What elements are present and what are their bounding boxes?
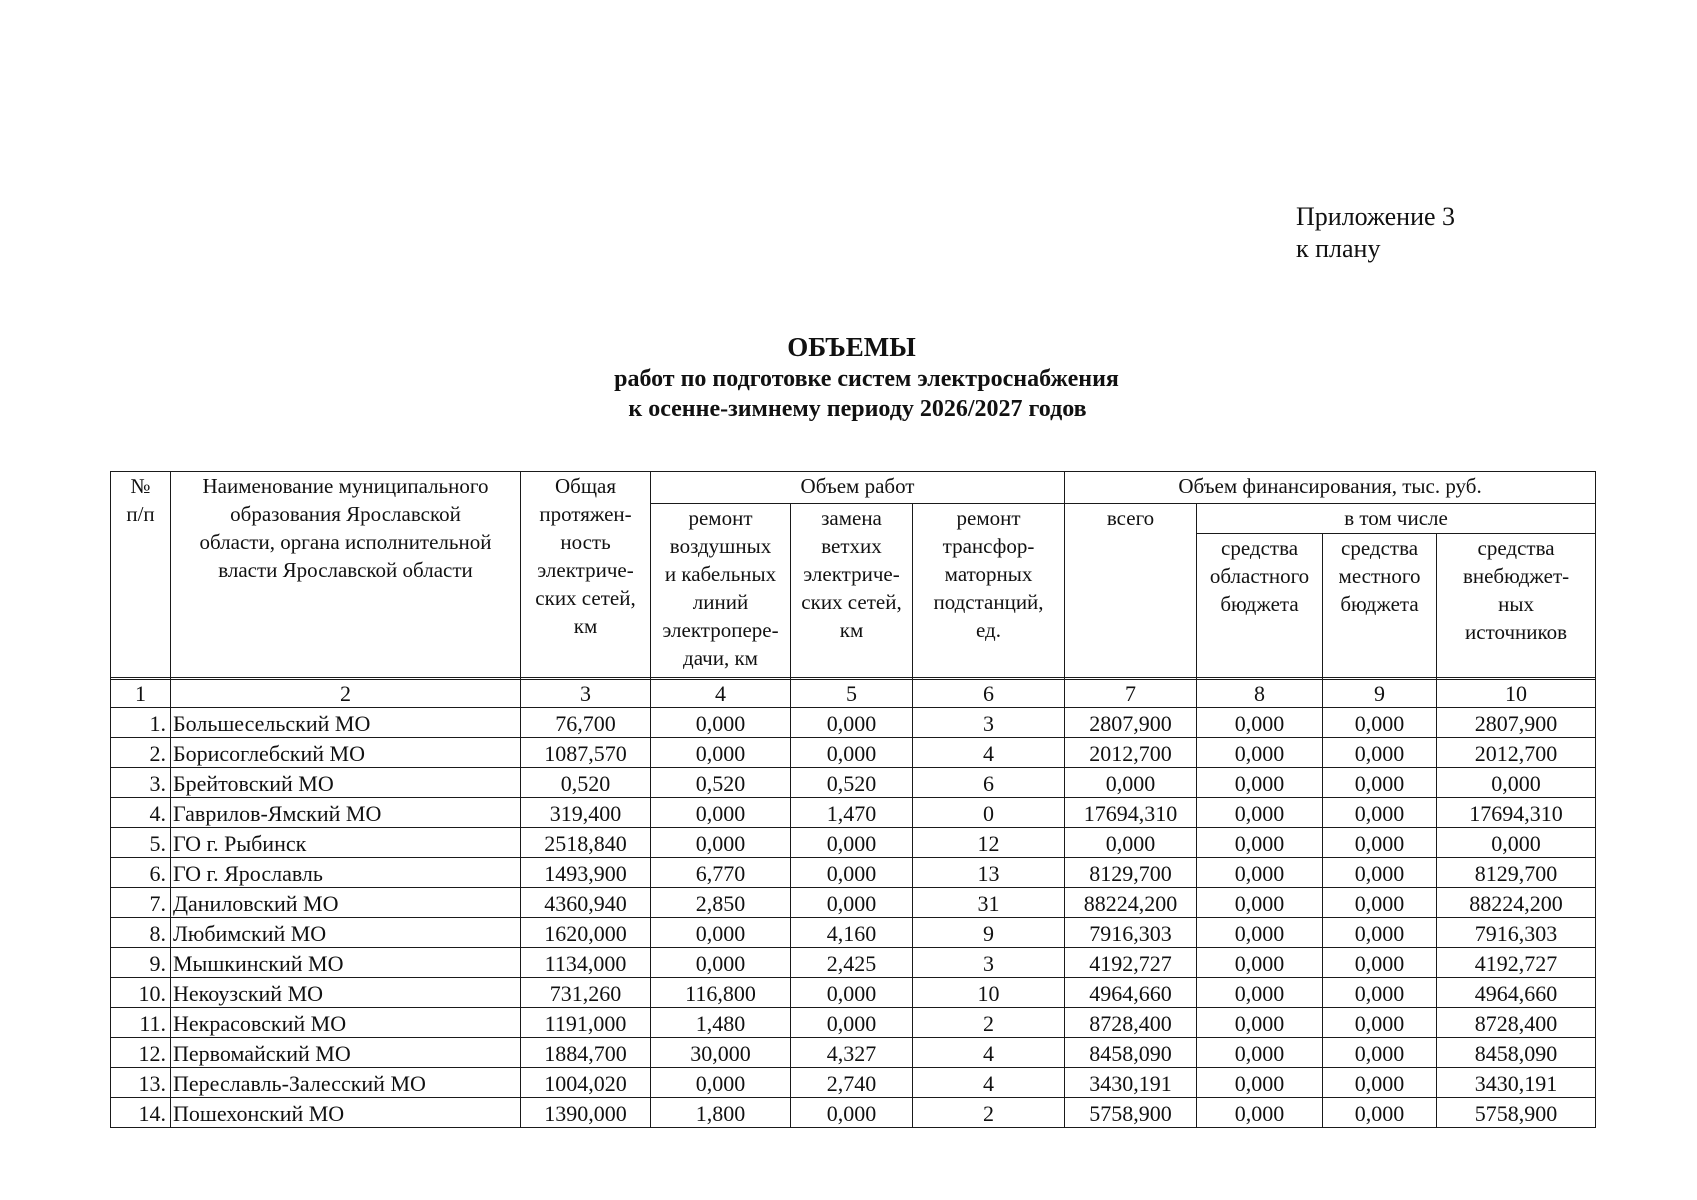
repair-substations-value: 3 <box>913 708 1065 738</box>
finance-total: 3430,191 <box>1065 1068 1197 1098</box>
municipality-name: Любимский МО <box>171 918 521 948</box>
table-row <box>111 888 1596 918</box>
finance-regional: 0,000 <box>1197 798 1323 828</box>
finance-local: 0,000 <box>1323 738 1437 768</box>
table-row <box>111 918 1596 948</box>
municipality-name: Мышкинский МО <box>171 948 521 978</box>
header-text-line: внебюджет- <box>1462 564 1570 588</box>
replace-networks-value: 4,160 <box>791 918 913 948</box>
row-index: 5. <box>111 828 171 858</box>
network-length: 4360,940 <box>521 888 651 918</box>
finance-local: 0,000 <box>1323 768 1437 798</box>
table-row <box>111 1038 1596 1068</box>
replace-networks-value: 0,000 <box>791 1008 913 1038</box>
appendix-line-1: Приложение 3 <box>1296 202 1456 231</box>
header-text-line: воздушных <box>669 534 772 558</box>
header-text-line: электриче- <box>803 562 900 586</box>
finance-extrabudget: 88224,200 <box>1437 888 1596 918</box>
repair-substations-value: 13 <box>913 858 1065 888</box>
finance-regional: 0,000 <box>1197 888 1323 918</box>
table-header <box>110 471 1596 680</box>
finance-total: 4192,727 <box>1065 948 1197 978</box>
finance-extrabudget: 17694,310 <box>1437 798 1596 828</box>
title-main: ОБЪЕМЫ <box>787 332 916 362</box>
repair-substations-value: 3 <box>913 948 1065 978</box>
finance-local: 0,000 <box>1323 888 1437 918</box>
repair-lines-value: 0,000 <box>651 918 791 948</box>
finance-local: 0,000 <box>1323 858 1437 888</box>
network-length: 1884,700 <box>521 1038 651 1068</box>
header-text-line: власти Ярославской области <box>218 558 473 582</box>
finance-local: 0,000 <box>1323 828 1437 858</box>
municipality-name: Даниловский МО <box>171 888 521 918</box>
network-length: 0,520 <box>521 768 651 798</box>
finance-regional: 0,000 <box>1197 828 1323 858</box>
network-length: 1620,000 <box>521 918 651 948</box>
network-length: 731,260 <box>521 978 651 1008</box>
finance-extrabudget: 8728,400 <box>1437 1008 1596 1038</box>
network-length: 2518,840 <box>521 828 651 858</box>
municipality-name: Некрасовский МО <box>171 1008 521 1038</box>
table-row <box>111 1008 1596 1038</box>
replace-networks-value: 0,520 <box>791 768 913 798</box>
finance-total: 8728,400 <box>1065 1008 1197 1038</box>
table-body <box>111 678 1596 1128</box>
header-text-line: бюджета <box>1220 592 1299 616</box>
repair-substations-value: 6 <box>913 768 1065 798</box>
replace-networks-value: 2,740 <box>791 1068 913 1098</box>
table-row <box>111 1098 1596 1128</box>
header-col-number <box>111 472 171 680</box>
replace-networks-value: 4,327 <box>791 1038 913 1068</box>
municipality-name: ГО г. Рыбинск <box>171 828 521 858</box>
finance-extrabudget: 4964,660 <box>1437 978 1596 1008</box>
finance-local: 0,000 <box>1323 1098 1437 1128</box>
repair-substations-value: 2 <box>913 1098 1065 1128</box>
header-text-line: ность <box>560 530 611 554</box>
column-number: 7 <box>1065 678 1197 708</box>
finance-total: 0,000 <box>1065 768 1197 798</box>
finance-regional: 0,000 <box>1197 1098 1323 1128</box>
repair-lines-value: 1,800 <box>651 1098 791 1128</box>
repair-lines-value: 0,000 <box>651 738 791 768</box>
header-text-line: образования Ярославской <box>230 502 461 526</box>
network-length: 1191,000 <box>521 1008 651 1038</box>
finance-total: 5758,900 <box>1065 1098 1197 1128</box>
network-length: 1390,000 <box>521 1098 651 1128</box>
repair-substations-value: 2 <box>913 1008 1065 1038</box>
row-index: 11. <box>111 1008 171 1038</box>
header-text-line: замена <box>821 506 882 530</box>
finance-local: 0,000 <box>1323 1008 1437 1038</box>
header-text-line: ных <box>1498 592 1534 616</box>
finance-local: 0,000 <box>1323 1068 1437 1098</box>
repair-substations-value: 4 <box>913 1068 1065 1098</box>
table-row <box>111 1068 1596 1098</box>
finance-total: 8458,090 <box>1065 1038 1197 1068</box>
replace-networks-value: 0,000 <box>791 888 913 918</box>
repair-lines-value: 1,480 <box>651 1008 791 1038</box>
finance-regional: 0,000 <box>1197 918 1323 948</box>
row-index: 7. <box>111 888 171 918</box>
finance-regional: 0,000 <box>1197 708 1323 738</box>
data-table <box>110 677 1596 1128</box>
row-index: 4. <box>111 798 171 828</box>
header-text-line: км <box>839 618 864 642</box>
header-text-line: дачи, км <box>683 646 758 670</box>
repair-lines-value: 0,000 <box>651 828 791 858</box>
header-group-works: Объем работ <box>651 472 1065 504</box>
repair-lines-value: 0,000 <box>651 1068 791 1098</box>
finance-total: 17694,310 <box>1065 798 1197 828</box>
finance-local: 0,000 <box>1323 948 1437 978</box>
row-index: 9. <box>111 948 171 978</box>
finance-extrabudget: 8129,700 <box>1437 858 1596 888</box>
appendix-line-2: к плану <box>1296 234 1381 263</box>
header-col-local <box>1323 534 1437 680</box>
header-col-regional <box>1197 534 1323 680</box>
header-text-line: ед. <box>976 618 1001 642</box>
column-number: 1 <box>111 678 171 708</box>
header-col-repair-lines <box>651 504 791 680</box>
network-length: 76,700 <box>521 708 651 738</box>
municipality-name: Борисоглебский МО <box>171 738 521 768</box>
header-col-replace <box>791 504 913 680</box>
repair-lines-value: 2,850 <box>651 888 791 918</box>
finance-local: 0,000 <box>1323 1038 1437 1068</box>
repair-lines-value: 0,000 <box>651 948 791 978</box>
repair-lines-value: 30,000 <box>651 1038 791 1068</box>
header-col-repair-substations <box>913 504 1065 680</box>
header-col-total: всего <box>1065 504 1197 680</box>
column-number: 2 <box>171 678 521 708</box>
header-text-line: местного <box>1338 564 1421 588</box>
row-index: 12. <box>111 1038 171 1068</box>
municipality-name: Брейтовский МО <box>171 768 521 798</box>
replace-networks-value: 1,470 <box>791 798 913 828</box>
replace-networks-value: 0,000 <box>791 1098 913 1128</box>
repair-substations-value: 31 <box>913 888 1065 918</box>
finance-regional: 0,000 <box>1197 1068 1323 1098</box>
replace-networks-value: 0,000 <box>791 738 913 768</box>
column-number: 4 <box>651 678 791 708</box>
finance-total: 8129,700 <box>1065 858 1197 888</box>
header-text-line: Общая <box>554 474 616 498</box>
municipality-name: ГО г. Ярославль <box>171 858 521 888</box>
table-row <box>111 828 1596 858</box>
finance-extrabudget: 7916,303 <box>1437 918 1596 948</box>
header-text-line: № <box>130 474 151 498</box>
network-length: 1134,000 <box>521 948 651 978</box>
header-text-line: км <box>573 614 598 638</box>
row-index: 2. <box>111 738 171 768</box>
municipality-name: Первомайский МО <box>171 1038 521 1068</box>
finance-extrabudget: 2807,900 <box>1437 708 1596 738</box>
finance-extrabudget: 5758,900 <box>1437 1098 1596 1128</box>
municipality-name: Большесельский МО <box>171 708 521 738</box>
header-text-line: подстанций, <box>933 590 1044 614</box>
table-row <box>111 798 1596 828</box>
municipality-name: Пошехонский МО <box>171 1098 521 1128</box>
header-text-line: ских сетей, <box>535 586 636 610</box>
document-title <box>0 330 1697 424</box>
row-index: 1. <box>111 708 171 738</box>
header-text-line: ских сетей, <box>801 590 902 614</box>
header-text-line: источников <box>1465 620 1568 644</box>
repair-substations-value: 12 <box>913 828 1065 858</box>
finance-extrabudget: 2012,700 <box>1437 738 1596 768</box>
header-text-line: электропере- <box>662 618 779 642</box>
row-index: 6. <box>111 858 171 888</box>
row-index: 13. <box>111 1068 171 1098</box>
finance-total: 88224,200 <box>1065 888 1197 918</box>
finance-total: 2807,900 <box>1065 708 1197 738</box>
header-text-line: бюджета <box>1340 592 1419 616</box>
repair-lines-value: 6,770 <box>651 858 791 888</box>
column-number: 5 <box>791 678 913 708</box>
header-text-line: средства <box>1477 536 1555 560</box>
finance-total: 0,000 <box>1065 828 1197 858</box>
header-group-including: в том числе <box>1197 504 1596 534</box>
header-col-length <box>521 472 651 680</box>
replace-networks-value: 0,000 <box>791 828 913 858</box>
row-index: 10. <box>111 978 171 1008</box>
repair-substations-value: 0 <box>913 798 1065 828</box>
row-index: 14. <box>111 1098 171 1128</box>
row-index: 3. <box>111 768 171 798</box>
finance-local: 0,000 <box>1323 918 1437 948</box>
header-text-line: области, органа исполнительной <box>199 530 492 554</box>
finance-extrabudget: 8458,090 <box>1437 1038 1596 1068</box>
header-text-line: и кабельных <box>664 562 777 586</box>
header-text-line: Наименование муниципального <box>202 474 489 498</box>
replace-networks-value: 0,000 <box>791 978 913 1008</box>
finance-regional: 0,000 <box>1197 1038 1323 1068</box>
finance-regional: 0,000 <box>1197 738 1323 768</box>
header-group-finance: Объем финансирования, тыс. руб. <box>1065 472 1596 504</box>
repair-substations-value: 4 <box>913 738 1065 768</box>
table-row <box>111 978 1596 1008</box>
finance-local: 0,000 <box>1323 798 1437 828</box>
column-number: 8 <box>1197 678 1323 708</box>
repair-lines-value: 116,800 <box>651 978 791 1008</box>
finance-total: 4964,660 <box>1065 978 1197 1008</box>
table-row <box>111 768 1596 798</box>
finance-regional: 0,000 <box>1197 858 1323 888</box>
header-col-name <box>171 472 521 680</box>
row-index: 8. <box>111 918 171 948</box>
header-text-line: областного <box>1209 564 1310 588</box>
municipality-name: Некоузский МО <box>171 978 521 1008</box>
header-text-line: электриче- <box>537 558 634 582</box>
repair-lines-value: 0,000 <box>651 798 791 828</box>
header-text-line: ветхих <box>821 534 882 558</box>
header-text-line: маторных <box>944 562 1033 586</box>
replace-networks-value: 0,000 <box>791 708 913 738</box>
repair-substations-value: 10 <box>913 978 1065 1008</box>
finance-regional: 0,000 <box>1197 1008 1323 1038</box>
column-number-row <box>111 678 1596 708</box>
municipality-name: Переславль-Залесский МО <box>171 1068 521 1098</box>
repair-substations-value: 9 <box>913 918 1065 948</box>
column-number: 6 <box>913 678 1065 708</box>
municipality-name: Гаврилов-Ямский МО <box>171 798 521 828</box>
finance-extrabudget: 3430,191 <box>1437 1068 1596 1098</box>
repair-substations-value: 4 <box>913 1038 1065 1068</box>
finance-local: 0,000 <box>1323 708 1437 738</box>
repair-lines-value: 0,000 <box>651 708 791 738</box>
network-length: 1004,020 <box>521 1068 651 1098</box>
finance-local: 0,000 <box>1323 978 1437 1008</box>
column-number: 9 <box>1323 678 1437 708</box>
finance-extrabudget: 4192,727 <box>1437 948 1596 978</box>
header-text-line: п/п <box>126 502 155 526</box>
repair-lines-value: 0,520 <box>651 768 791 798</box>
replace-networks-value: 2,425 <box>791 948 913 978</box>
finance-regional: 0,000 <box>1197 948 1323 978</box>
finance-regional: 0,000 <box>1197 978 1323 1008</box>
header-text-line: трансфор- <box>942 534 1035 558</box>
network-length: 1087,570 <box>521 738 651 768</box>
table-row <box>111 948 1596 978</box>
appendix-caption <box>1296 201 1455 265</box>
network-length: 1493,900 <box>521 858 651 888</box>
header-text-line: протяжен- <box>539 502 632 526</box>
header-col-extrabudget <box>1437 534 1596 680</box>
header-text-line: линий <box>692 590 749 614</box>
header-text-line: средства <box>1341 536 1419 560</box>
network-length: 319,400 <box>521 798 651 828</box>
header-text-line: ремонт <box>688 506 753 530</box>
finance-extrabudget: 0,000 <box>1437 768 1596 798</box>
replace-networks-value: 0,000 <box>791 858 913 888</box>
header-text-line: ремонт <box>956 506 1021 530</box>
title-line-3: к осенне-зимнему периоду 2026/2027 годов <box>628 396 1087 422</box>
column-number: 3 <box>521 678 651 708</box>
table-row <box>111 708 1596 738</box>
finance-regional: 0,000 <box>1197 768 1323 798</box>
finance-total: 2012,700 <box>1065 738 1197 768</box>
table-row <box>111 738 1596 768</box>
header-text-line: средства <box>1221 536 1299 560</box>
table-row <box>111 858 1596 888</box>
finance-extrabudget: 0,000 <box>1437 828 1596 858</box>
finance-total: 7916,303 <box>1065 918 1197 948</box>
title-line-2: работ по подготовке систем электроснабжения <box>614 366 1119 392</box>
column-number: 10 <box>1437 678 1596 708</box>
